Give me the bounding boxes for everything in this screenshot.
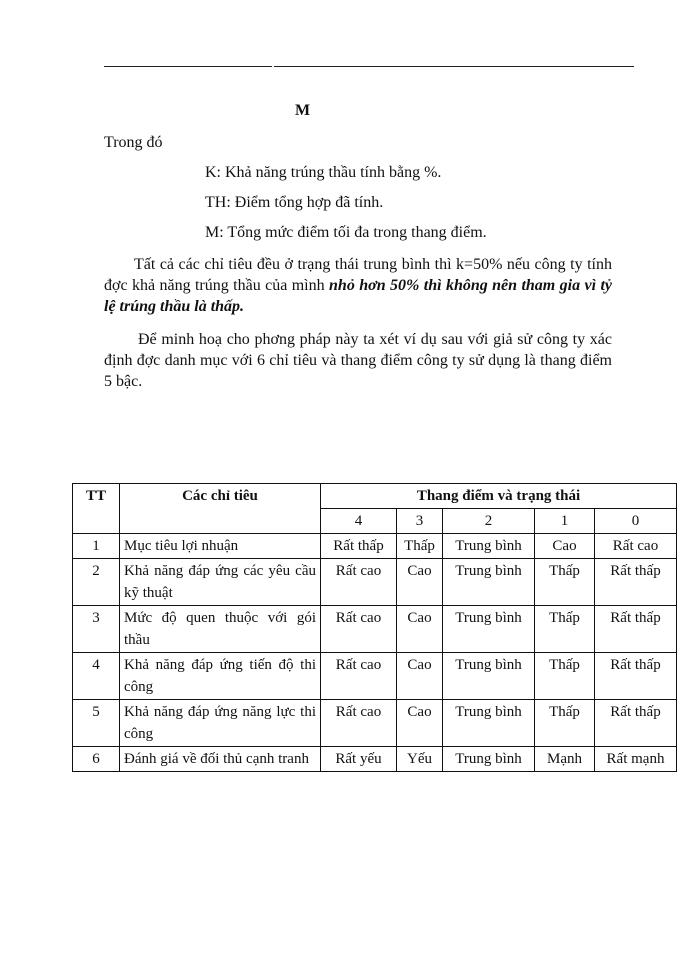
header-point: 1 — [535, 509, 595, 534]
row-tt: 5 — [73, 700, 120, 747]
table-row — [73, 606, 677, 653]
row-value: Rất thấp — [595, 700, 677, 747]
row-value: Rất cao — [321, 700, 397, 747]
table-header-row — [73, 484, 677, 509]
row-value: Rất thấp — [321, 534, 397, 559]
row-value: Thấp — [535, 700, 595, 747]
table-row — [73, 700, 677, 747]
row-value: Cao — [397, 700, 443, 747]
header-point: 4 — [321, 509, 397, 534]
header-point: 3 — [397, 509, 443, 534]
row-criterion: Khả năng đáp ứng các yêu cầu kỹ thuật — [120, 559, 321, 606]
row-value: Rất thấp — [595, 653, 677, 700]
row-value: Thấp — [397, 534, 443, 559]
header-point: 2 — [443, 509, 535, 534]
table-row — [73, 747, 677, 772]
row-tt: 3 — [73, 606, 120, 653]
definition-m: M: Tổng mức điểm tối đa trong thang điểm. — [205, 224, 487, 241]
row-value: Rất thấp — [595, 606, 677, 653]
criteria-table — [72, 483, 677, 772]
row-tt: 4 — [73, 653, 120, 700]
row-criterion: Khả năng đáp ứng năng lực thi công — [120, 700, 321, 747]
fraction-line-left — [104, 66, 272, 67]
paragraph-example-text: Để minh hoạ cho phơng pháp này ta xét ví dụ sau với giả sử công ty xác định đợc danh mục với 6 chỉ tiêu và thang điểm công ty sử dụng là thang điểm 5 bậc. — [104, 331, 612, 390]
row-criterion: Mục tiêu lợi nhuận — [120, 534, 321, 559]
row-criterion: Mức độ quen thuộc với gói thầu — [120, 606, 321, 653]
row-criterion: Khả năng đáp ứng tiến độ thi công — [120, 653, 321, 700]
row-tt: 2 — [73, 559, 120, 606]
row-value: Cao — [397, 653, 443, 700]
row-value: Trung bình — [443, 747, 535, 772]
paragraph-condition-emphasis: nhỏ hơn 50% thì không nên tham gia vì tỷ lệ trúng thầu là thấp. — [104, 277, 612, 315]
header-scale: Thang điểm và trạng thái — [321, 484, 677, 509]
row-value: Rất mạnh — [595, 747, 677, 772]
formula-denominator: M — [295, 102, 311, 119]
row-value: Trung bình — [443, 606, 535, 653]
paragraph-example — [104, 329, 612, 392]
row-value: Cao — [397, 559, 443, 606]
paragraph-condition — [104, 254, 612, 317]
row-value: Trung bình — [443, 534, 535, 559]
paragraph-condition-text: Tất cả các chỉ tiêu đều ở trạng thái trung bình thì k=50% nếu công ty tính đợc khả năng trúng thầu của mình — [104, 256, 612, 294]
row-value: Cao — [397, 606, 443, 653]
row-value: Trung bình — [443, 653, 535, 700]
row-value: Mạnh — [535, 747, 595, 772]
row-value: Rất cao — [321, 653, 397, 700]
row-value: Rất thấp — [595, 559, 677, 606]
row-criterion: Đánh giá về đối thủ cạnh tranh — [120, 747, 321, 772]
definition-k: K: Khả năng trúng thầu tính bằng %. — [205, 164, 442, 181]
row-tt: 1 — [73, 534, 120, 559]
row-value: Rất yếu — [321, 747, 397, 772]
fraction-line-right — [274, 66, 634, 67]
row-tt: 6 — [73, 747, 120, 772]
definition-th: TH: Điểm tổng hợp đã tính. — [205, 194, 384, 211]
where-label: Trong đó — [104, 134, 163, 151]
row-value: Rất cao — [321, 559, 397, 606]
header-criteria: Các chỉ tiêu — [120, 484, 321, 534]
table-row — [73, 559, 677, 606]
table-row — [73, 534, 677, 559]
row-value: Trung bình — [443, 559, 535, 606]
row-value: Trung bình — [443, 700, 535, 747]
row-value: Rất cao — [321, 606, 397, 653]
header-tt: TT — [73, 484, 120, 534]
row-value: Rất cao — [595, 534, 677, 559]
table-row — [73, 653, 677, 700]
row-value: Thấp — [535, 653, 595, 700]
row-value: Thấp — [535, 559, 595, 606]
header-point: 0 — [595, 509, 677, 534]
row-value: Thấp — [535, 606, 595, 653]
row-value: Cao — [535, 534, 595, 559]
row-value: Yếu — [397, 747, 443, 772]
